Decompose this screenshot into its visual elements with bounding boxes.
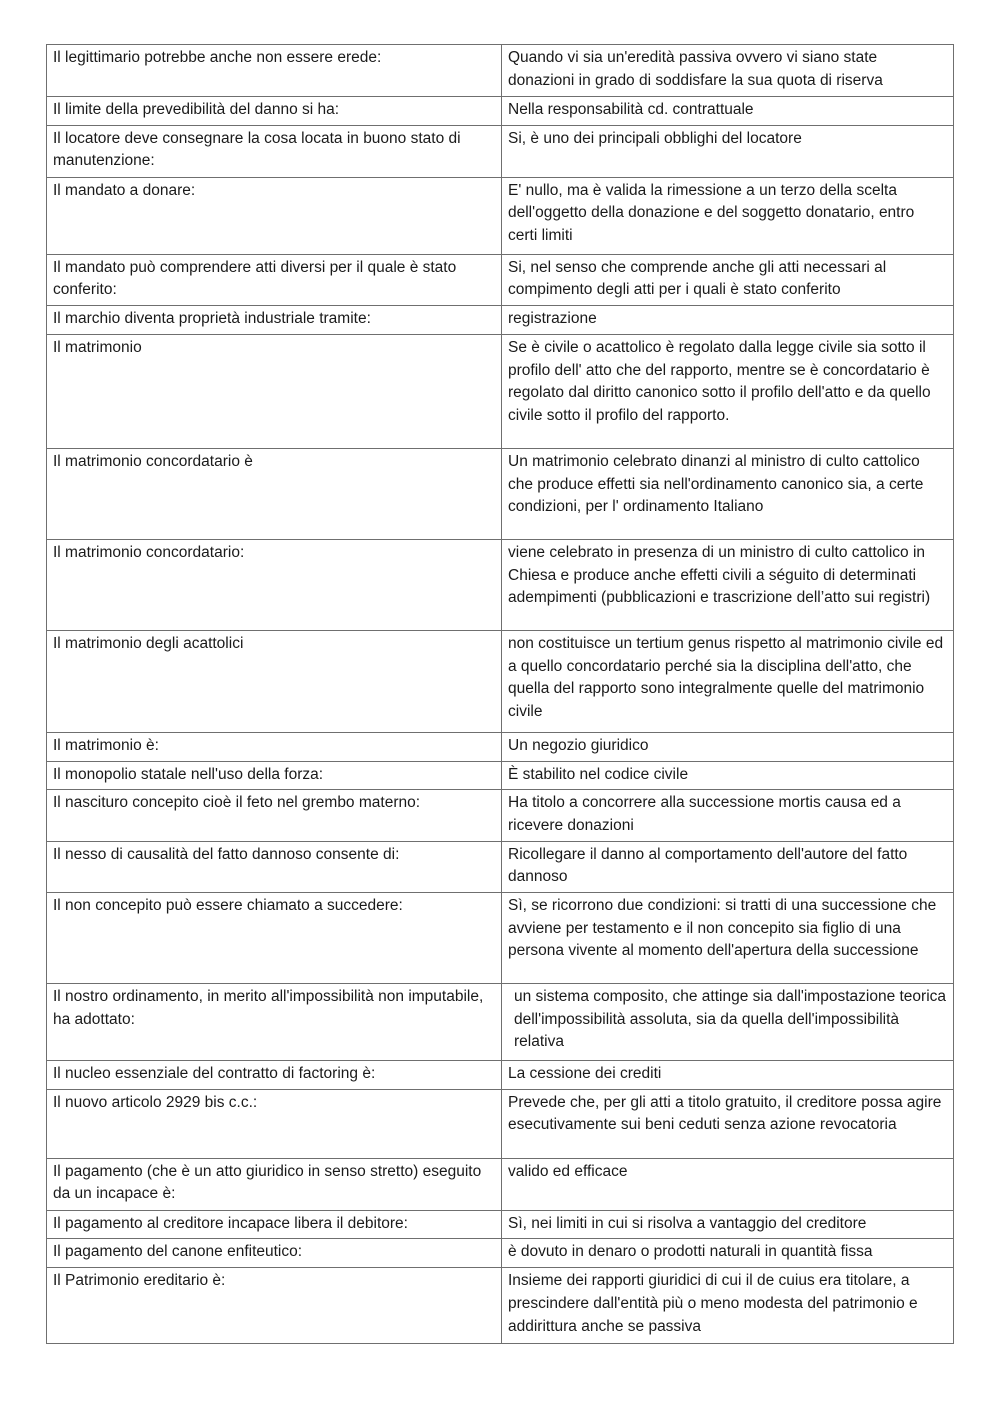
- answer-cell: Un matrimonio celebrato dinanzi al ministro di culto cattolico che produce effetti sia nell'ordinamento canonico sia, a certe condizioni, per l' ordinamento Italiano: [502, 448, 954, 539]
- answer-cell: Ricollegare il danno al comportamento dell'autore del fatto dannoso: [502, 841, 954, 892]
- table-row: [47, 893, 954, 984]
- table-row: [47, 1268, 954, 1344]
- answer-cell: Sì, se ricorrono due condizioni: si tratti di una successione che avviene per testamento e il non concepito sia figlio di una persona vivente al momento dell'apertura della successione: [502, 893, 954, 984]
- table-row: [47, 761, 954, 790]
- answer-cell: è dovuto in denaro o prodotti naturali in quantità fissa: [502, 1239, 954, 1268]
- answer-cell: È stabilito nel codice civile: [502, 761, 954, 790]
- table-row: [47, 254, 954, 305]
- table-row: [47, 448, 954, 539]
- table-row: [47, 1210, 954, 1239]
- table-row: [47, 790, 954, 841]
- question-cell: Il matrimonio concordatario:: [47, 539, 502, 630]
- question-cell: Il locatore deve consegnare la cosa locata in buono stato di manutenzione:: [47, 125, 502, 177]
- answer-cell: registrazione: [502, 306, 954, 335]
- table-row: [47, 334, 954, 448]
- table-row: [47, 1089, 954, 1158]
- answer-cell: La cessione dei crediti: [502, 1061, 954, 1090]
- qa-table-body: [47, 45, 954, 1344]
- answer-cell: non costituisce un tertium genus rispetto al matrimonio civile ed a quello concordatario perché sia la disciplina dell'atto, che quella del rapporto sono integralmente quelle del matrimonio civile: [502, 630, 954, 732]
- question-cell: Il pagamento al creditore incapace libera il debitore:: [47, 1210, 502, 1239]
- answer-cell: un sistema composito, che attinge sia dall'impostazione teorica dell'impossibilità assoluta, sia da quella dell'impossibilità relativa: [502, 984, 954, 1061]
- answer-cell: Si, è uno dei principali obblighi del locatore: [502, 125, 954, 177]
- answer-cell: Sì, nei limiti in cui si risolva a vantaggio del creditore: [502, 1210, 954, 1239]
- question-cell: Il mandato a donare:: [47, 177, 502, 254]
- question-cell: Il matrimonio: [47, 334, 502, 448]
- answer-cell: E' nullo, ma è valida la rimessione a un terzo della scelta dell'oggetto della donazione e del soggetto donatario, entro certi limiti: [502, 177, 954, 254]
- question-cell: Il matrimonio concordatario è: [47, 448, 502, 539]
- question-cell: Il pagamento (che è un atto giuridico in senso stretto) eseguito da un incapace è:: [47, 1158, 502, 1210]
- table-row: [47, 1158, 954, 1210]
- question-cell: Il matrimonio degli acattolici: [47, 630, 502, 732]
- table-row: [47, 125, 954, 177]
- question-cell: Il nesso di causalità del fatto dannoso consente di:: [47, 841, 502, 892]
- table-row: [47, 1239, 954, 1268]
- answer-cell: Quando vi sia un'eredità passiva ovvero vi siano state donazioni in grado di soddisfare la sua quota di riserva: [502, 45, 954, 97]
- table-row: [47, 1061, 954, 1090]
- question-cell: Il nuovo articolo 2929 bis c.c.:: [47, 1089, 502, 1158]
- question-cell: Il pagamento del canone enfiteutico:: [47, 1239, 502, 1268]
- question-cell: Il marchio diventa proprietà industriale tramite:: [47, 306, 502, 335]
- table-row: [47, 984, 954, 1061]
- question-cell: Il mandato può comprendere atti diversi per il quale è stato conferito:: [47, 254, 502, 305]
- table-row: [47, 306, 954, 335]
- question-cell: Il matrimonio è:: [47, 732, 502, 761]
- answer-cell: Un negozio giuridico: [502, 732, 954, 761]
- table-row: [47, 177, 954, 254]
- qa-table: [46, 44, 954, 1344]
- question-cell: Il nascituro concepito cioè il feto nel grembo materno:: [47, 790, 502, 841]
- answer-cell: Insieme dei rapporti giuridici di cui il de cuius era titolare, a prescindere dall'entità più o meno modesta del patrimonio e addirittura anche se passiva: [502, 1268, 954, 1344]
- answer-cell: viene celebrato in presenza di un ministro di culto cattolico in Chiesa e produce anche effetti civili a séguito di determinati adempimenti (pubblicazioni e trascrizione dell’atto sui registri): [502, 539, 954, 630]
- question-cell: Il nucleo essenziale del contratto di factoring è:: [47, 1061, 502, 1090]
- answer-cell: valido ed efficace: [502, 1158, 954, 1210]
- question-cell: Il non concepito può essere chiamato a succedere:: [47, 893, 502, 984]
- question-cell: Il monopolio statale nell'uso della forza:: [47, 761, 502, 790]
- question-cell: Il limite della prevedibilità del danno si ha:: [47, 97, 502, 126]
- question-cell: Il nostro ordinamento, in merito all'impossibilità non imputabile, ha adottato:: [47, 984, 502, 1061]
- answer-cell: Prevede che, per gli atti a titolo gratuito, il creditore possa agire esecutivamente sui beni ceduti senza azione revocatoria: [502, 1089, 954, 1158]
- question-cell: Il Patrimonio ereditario è:: [47, 1268, 502, 1344]
- table-row: [47, 732, 954, 761]
- table-row: [47, 630, 954, 732]
- answer-cell: Se è civile o acattolico è regolato dalla legge civile sia sotto il profilo dell' atto che del rapporto, mentre se è concordatario è regolato dal diritto canonico sotto il profilo dell'atto e da quello civile sotto il profilo del rapporto.: [502, 334, 954, 448]
- table-row: [47, 97, 954, 126]
- answer-cell: Nella responsabilità cd. contrattuale: [502, 97, 954, 126]
- question-cell: Il legittimario potrebbe anche non essere erede:: [47, 45, 502, 97]
- document-page: [46, 44, 953, 1344]
- table-row: [47, 841, 954, 892]
- table-row: [47, 539, 954, 630]
- answer-cell: Si, nel senso che comprende anche gli atti necessari al compimento degli atti per i quali è stato conferito: [502, 254, 954, 305]
- answer-cell: Ha titolo a concorrere alla successione mortis causa ed a ricevere donazioni: [502, 790, 954, 841]
- table-row: [47, 45, 954, 97]
